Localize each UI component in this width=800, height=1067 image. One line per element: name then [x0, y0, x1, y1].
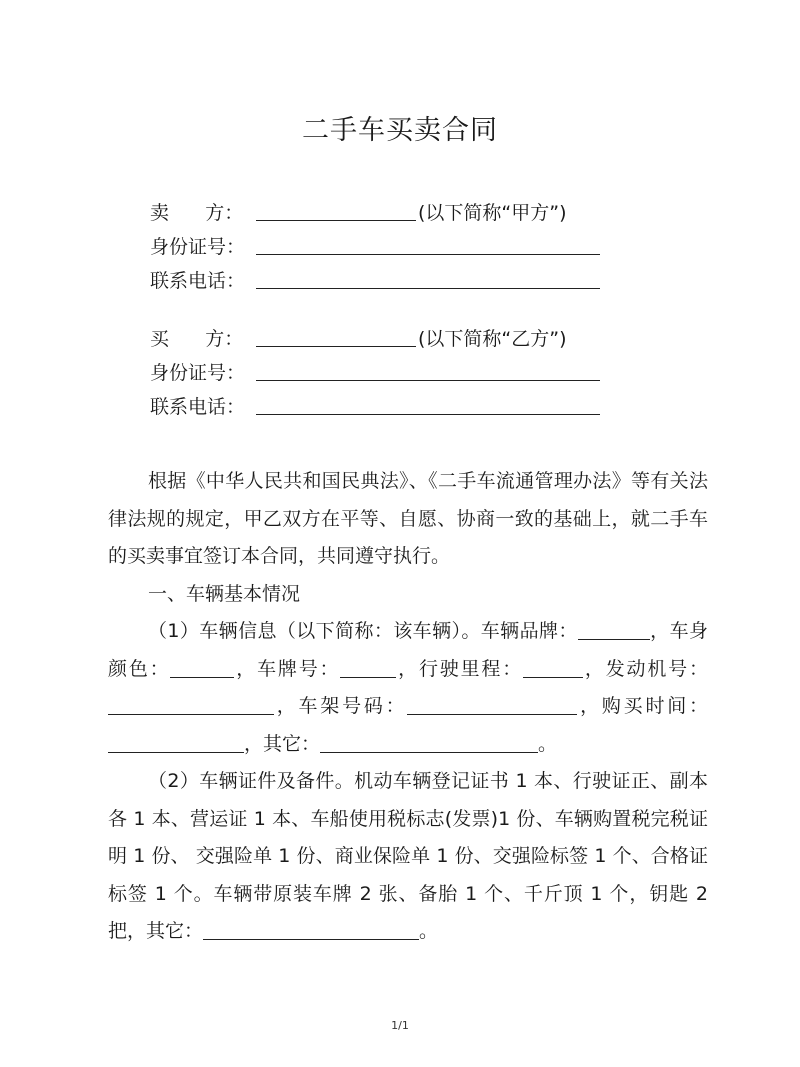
vehicle-info-text-3: ，车牌号：: [234, 657, 341, 680]
intro-paragraph: 根据《中华人民共和国民典法》、《二手车流通管理办法》等有关法律法规的规定，甲乙双方在平等、自愿、协商一致的基础上，就二手车的买卖事宜签订本合同，共同遵守执行。: [108, 470, 708, 567]
buyer-phone-blank[interactable]: [256, 392, 600, 415]
seller-id-row: [150, 232, 600, 262]
seller-phone-row: [150, 266, 600, 296]
buyer-party-label: 买 方：: [150, 328, 244, 350]
document-title: 二手车买卖合同: [302, 115, 498, 146]
other-accessories-blank[interactable]: [203, 917, 419, 940]
vehicle-info-text-6: ，车架号码：: [274, 695, 408, 717]
vin-blank[interactable]: [407, 692, 577, 715]
buyer-id-row: [150, 358, 600, 388]
buyer-phone-row: [150, 392, 600, 422]
vehicle-info-text-9: 。: [538, 732, 558, 755]
seller-id-label: 身份证号：: [150, 236, 246, 258]
vehicle-info-text-5: ，发动机号：: [583, 657, 708, 680]
buyer-phone-label: 联系电话：: [150, 396, 246, 418]
seller-phone-label: 联系电话：: [150, 270, 246, 292]
documents-paragraph: [108, 763, 708, 951]
seller-party-label: 卖 方：: [150, 202, 244, 224]
seller-alias: (以下简称“甲方”): [418, 202, 567, 224]
vehicle-info-text-1: （1）车辆信息（以下简称：该车辆）。车辆品牌：: [148, 620, 578, 642]
vehicle-info-text-2: ，车身颜色：: [108, 620, 708, 680]
buyer-party-row: [150, 324, 567, 354]
seller-name-blank[interactable]: [256, 198, 416, 221]
plate-blank[interactable]: [340, 655, 396, 678]
vehicle-info-text-8: ，其它：: [244, 732, 321, 755]
color-blank[interactable]: [170, 655, 234, 678]
purchase-date-blank[interactable]: [108, 730, 244, 753]
buyer-name-blank[interactable]: [256, 324, 416, 347]
seller-id-blank[interactable]: [256, 232, 600, 255]
buyer-id-label: 身份证号：: [150, 362, 246, 384]
documents-text: （2）车辆证件及备件。机动车辆登记证书 1 本、行驶证正、副本各 1 本、营运证 1 本、车船使用税标志(发票)1 份、车辆购置税完税证明 1 份、 交强险单 1 份、商业保险单 1 份、交强险标签 1 个、合格证标签 1 个。车辆带原装车牌 2 张、备胎 1 个、千斤顶 1 个，钥匙 2 把，其它：: [108, 770, 708, 942]
mileage-blank[interactable]: [523, 655, 583, 678]
buyer-alias: (以下简称“乙方”): [418, 328, 567, 350]
seller-party-row: [150, 198, 567, 228]
engine-number-blank[interactable]: [108, 692, 274, 715]
vehicle-info-text-7: ，购买时间：: [577, 695, 708, 717]
buyer-id-blank[interactable]: [256, 358, 600, 381]
brand-blank[interactable]: [578, 617, 650, 640]
section1-heading: 一、车辆基本情况: [148, 582, 301, 605]
contract-body: [108, 463, 708, 951]
page-number: 1/1: [391, 1019, 409, 1032]
documents-text-end: 。: [419, 920, 439, 942]
vehicle-info-paragraph: [108, 613, 708, 763]
vehicle-info-text-4: ，行驶里程：: [396, 657, 524, 680]
seller-phone-blank[interactable]: [256, 266, 600, 289]
other-info-blank[interactable]: [320, 730, 538, 753]
